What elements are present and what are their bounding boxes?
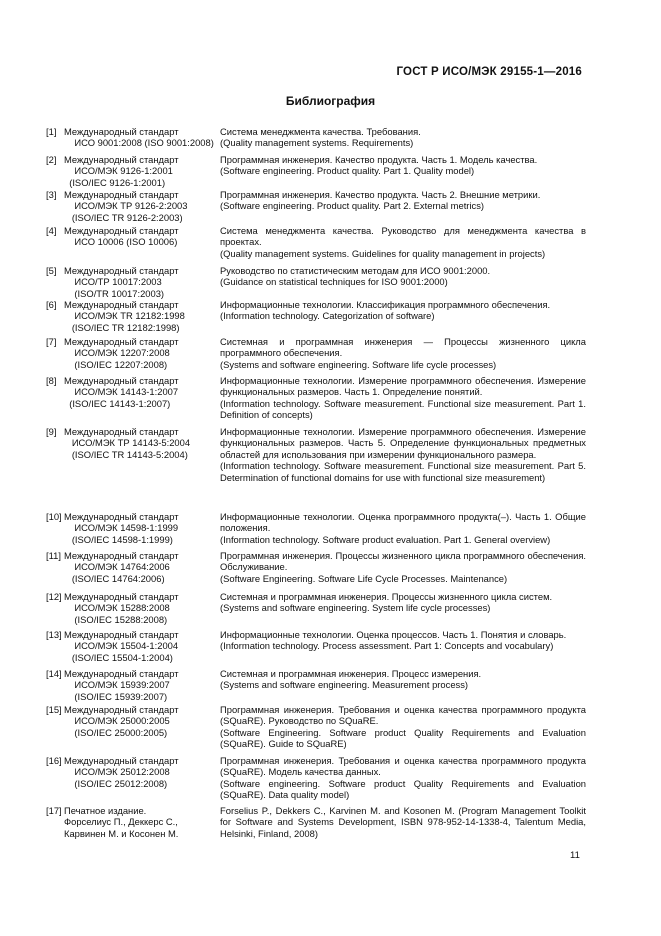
reference-number: [11] <box>46 550 61 561</box>
reference-item <box>46 189 586 223</box>
reference-title-ru: Системная и программная инженерия. Процессы жизненного цикла систем. <box>220 591 553 602</box>
reference-item <box>46 668 586 702</box>
reference-title-ru: Системная и программная инженерия. Процесс измерения. <box>220 668 482 679</box>
reference-number: [1] <box>46 126 57 137</box>
reference-title-en: (Systems and software engineering. System life cycle processes) <box>220 602 491 614</box>
reference-item <box>46 805 586 839</box>
reference-title-ru: Информационные технологии. Измерение программного обеспечения. Измерение функциональных размеров. Часть 1. Определение понятий. <box>220 375 586 398</box>
reference-title-ru: Руководство по статистическим методам для ИСО 9001:2000. <box>220 265 491 276</box>
reference-title-en: (Information technology. Software product evaluation. Part 1. General overview) <box>220 533 551 545</box>
reference-number: [3] <box>46 189 57 200</box>
reference-title-en: (Guidance on statistical techniques for ISO 9001:2000) <box>220 276 448 288</box>
reference-source: Международный стандарт ИСО/МЭК ТР 14143-5:2004 (ISO/IEC TR 14143-5:2004) <box>64 426 191 460</box>
reference-description <box>220 126 586 149</box>
reference-source: Печатное издание. Форселиус П., Деккерс С., Карвинен М. и Косонен М. <box>64 805 179 839</box>
reference-title-ru: Программная инженерия. Качество продукта. Часть 1. Модель качества. <box>220 154 538 165</box>
reference-title-en: (Quality management systems. Requirements) <box>220 137 414 149</box>
reference-title-ru: Информационные технологии. Классификация программного обеспечения. <box>220 299 551 310</box>
reference-description <box>220 225 586 259</box>
reference-source: Международный стандарт ИСО 10006 (ISO 10006) <box>64 225 179 248</box>
reference-item <box>46 126 586 149</box>
reference-title-ru: Программная инженерия. Качество продукта. Часть 2. Внешние метрики. <box>220 189 541 200</box>
reference-item <box>46 154 586 188</box>
reference-source: Международный стандарт ИСО/МЭК 25012:2008 (ISO/IEC 25012:2008) <box>64 755 179 789</box>
reference-title-en: Forselius P., Dekkers C., Karvinen M. and Kosonen M. (Program Management Toolkit for Software and Systems Development, ISBN 978-952-14-1338-4, Talentum Media, Helsinki, Finland, 2008) <box>220 805 586 839</box>
reference-number: [12] <box>46 591 62 602</box>
reference-number: [5] <box>46 265 57 276</box>
reference-description <box>220 375 586 421</box>
reference-description <box>220 336 586 370</box>
reference-number: [8] <box>46 375 57 386</box>
reference-title-ru: Программная инженерия. Требования и оценка качества программного продукта (SQuaRE). Руководство по SQuaRE. <box>220 704 586 727</box>
reference-source: Международный стандарт ИСО/МЭК 9126-1:2001 (ISO/IEC 9126-1:2001) <box>64 154 179 188</box>
reference-description <box>220 668 586 702</box>
reference-number: [13] <box>46 629 62 640</box>
reference-title-ru: Система менеджмента качества. Требования. <box>220 126 421 137</box>
reference-title-en: (Software engineering. Product quality. Part 1. Quality model) <box>220 165 475 177</box>
reference-description <box>220 704 586 750</box>
reference-number: [7] <box>46 336 57 347</box>
reference-description <box>220 426 586 483</box>
reference-title-ru: Системная и программная инженерия — Процессы жизненного цикла программного обеспечения. <box>220 336 586 359</box>
reference-source: Международный стандарт ИСО/МЭК 15288:2008 (ISO/IEC 15288:2008) <box>64 591 179 625</box>
reference-number: [14] <box>46 668 62 679</box>
reference-item <box>46 375 586 421</box>
reference-source: Международный стандарт ИСО/МЭК 15504-1:2004 (ISO/IEC 15504-1:2004) <box>64 629 179 663</box>
reference-description <box>220 154 586 188</box>
reference-title-en: (Systems and software engineering. Measurement process) <box>220 679 469 691</box>
reference-title-ru: Информационные технологии. Оценка программного продукта(–). Часть 1. Общие положения. <box>220 511 586 534</box>
reference-description <box>220 591 586 625</box>
reference-number: [2] <box>46 154 57 165</box>
reference-title-ru: Информационные технологии. Измерение программного обеспечения. Измерение функциональных размеров. Часть 5. Определение функциональных предметных областей для использования при измерении функционального размера. <box>220 426 586 460</box>
reference-description <box>220 299 586 333</box>
reference-source: Международный стандарт ИСО/МЭК ТR 12182:1998 (ISO/IEC TR 12182:1998) <box>64 299 185 333</box>
reference-title-en: (Software Engineering. Software Life Cycle Processes. Maintenance) <box>220 572 508 584</box>
reference-description <box>220 511 586 545</box>
reference-title-ru: Программная инженерия. Требования и оценка качества программного продукта (SQuaRE). Модель качества данных. <box>220 755 586 778</box>
reference-title-ru: Информационные технологии. Оценка процессов. Часть 1. Понятия и словарь. <box>220 629 567 640</box>
reference-title-ru: Программная инженерия. Процессы жизненного цикла программного обеспечения. Обслуживание. <box>220 550 586 573</box>
reference-description <box>220 805 586 839</box>
reference-source: Международный стандарт ИСО/МЭК 15939:2007 (ISO/IEC 15939:2007) <box>64 668 179 702</box>
page-title: Библиография <box>285 94 376 108</box>
reference-source: Международный стандарт ИСО/ТР 10017:2003 (ISO/TR 10017:2003) <box>64 265 179 299</box>
reference-title-en: (Information technology. Software measurement. Functional size measurement. Part 1. Definition of concepts) <box>220 397 586 421</box>
reference-source: Международный стандарт ИСО/МЭК 25000:2005 (ISO/IEC 25000:2005) <box>64 704 179 738</box>
reference-title-en: (Information technology. Process assessment. Part 1: Concepts and vocabulary) <box>220 640 554 652</box>
reference-number: [16] <box>46 755 62 766</box>
reference-title-en: (Information technology. Categorization of software) <box>220 310 435 322</box>
reference-title-ru: Система менеджмента качества. Руководство для менеджмента качества в проектах. <box>220 225 586 248</box>
reference-title-en: (Software engineering. Software product Quality Requirements and Evaluation (SQuaRE). Data quality model) <box>220 777 586 801</box>
reference-description <box>220 629 586 663</box>
reference-title-en: (Software engineering. Product quality. Part 2. External metrics) <box>220 200 485 212</box>
reference-number: [4] <box>46 225 57 236</box>
reference-title-en: (Information technology. Software measurement. Functional size measurement. Part 5. Determination of functional domains for use with functional size measurement) <box>220 460 586 483</box>
reference-item <box>46 511 586 545</box>
reference-item <box>46 550 586 584</box>
reference-item <box>46 629 586 663</box>
reference-title-en: (Systems and software engineering. Software life cycle processes) <box>220 358 497 370</box>
reference-item <box>46 591 586 625</box>
reference-source: Международный стандарт ИСО/МЭК 14764:2006 (ISO/IEC 14764:2006) <box>64 550 179 584</box>
reference-number: [15] <box>46 704 62 715</box>
reference-title-en: (Software Engineering. Software product Quality Requirements and Evaluation (SQuaRE). Guide to SQuaRE) <box>220 726 586 750</box>
reference-source: Международный стандарт ИСО/МЭК 14143-1:2007 (ISO/IEC 14143-1:2007) <box>64 375 179 409</box>
reference-title-en: (Quality management systems. Guidelines for quality management in projects) <box>220 247 546 259</box>
document-header: ГОСТ Р ИСО/МЭК 29155-1—2016 <box>396 66 582 78</box>
reference-source: Международный стандарт ИСО/МЭК 14598-1:1999 (ISO/IEC 14598-1:1999) <box>64 511 179 545</box>
reference-item <box>46 336 586 370</box>
reference-source: Международный стандарт ИСО/МЭК ТР 9126-2:2003 (ISO/IEC TR 9126-2:2003) <box>64 189 188 223</box>
reference-number: [6] <box>46 299 57 310</box>
reference-item <box>46 704 586 750</box>
reference-item <box>46 299 586 333</box>
reference-description <box>220 755 586 801</box>
reference-item <box>46 225 586 259</box>
page-number: 11 <box>570 850 580 861</box>
reference-source: Международный стандарт ИСО/МЭК 12207:2008 (ISO/IEC 12207:2008) <box>64 336 179 370</box>
reference-description <box>220 265 586 299</box>
reference-item <box>46 755 586 801</box>
reference-description <box>220 189 586 223</box>
reference-item <box>46 426 586 483</box>
reference-item <box>46 265 586 299</box>
reference-source: Международный стандарт ИСО 9001:2008 (ISO 9001:2008) <box>64 126 214 149</box>
reference-description <box>220 550 586 584</box>
reference-number: [17] <box>46 805 62 816</box>
reference-number: [9] <box>46 426 57 437</box>
reference-number: [10] <box>46 511 62 522</box>
